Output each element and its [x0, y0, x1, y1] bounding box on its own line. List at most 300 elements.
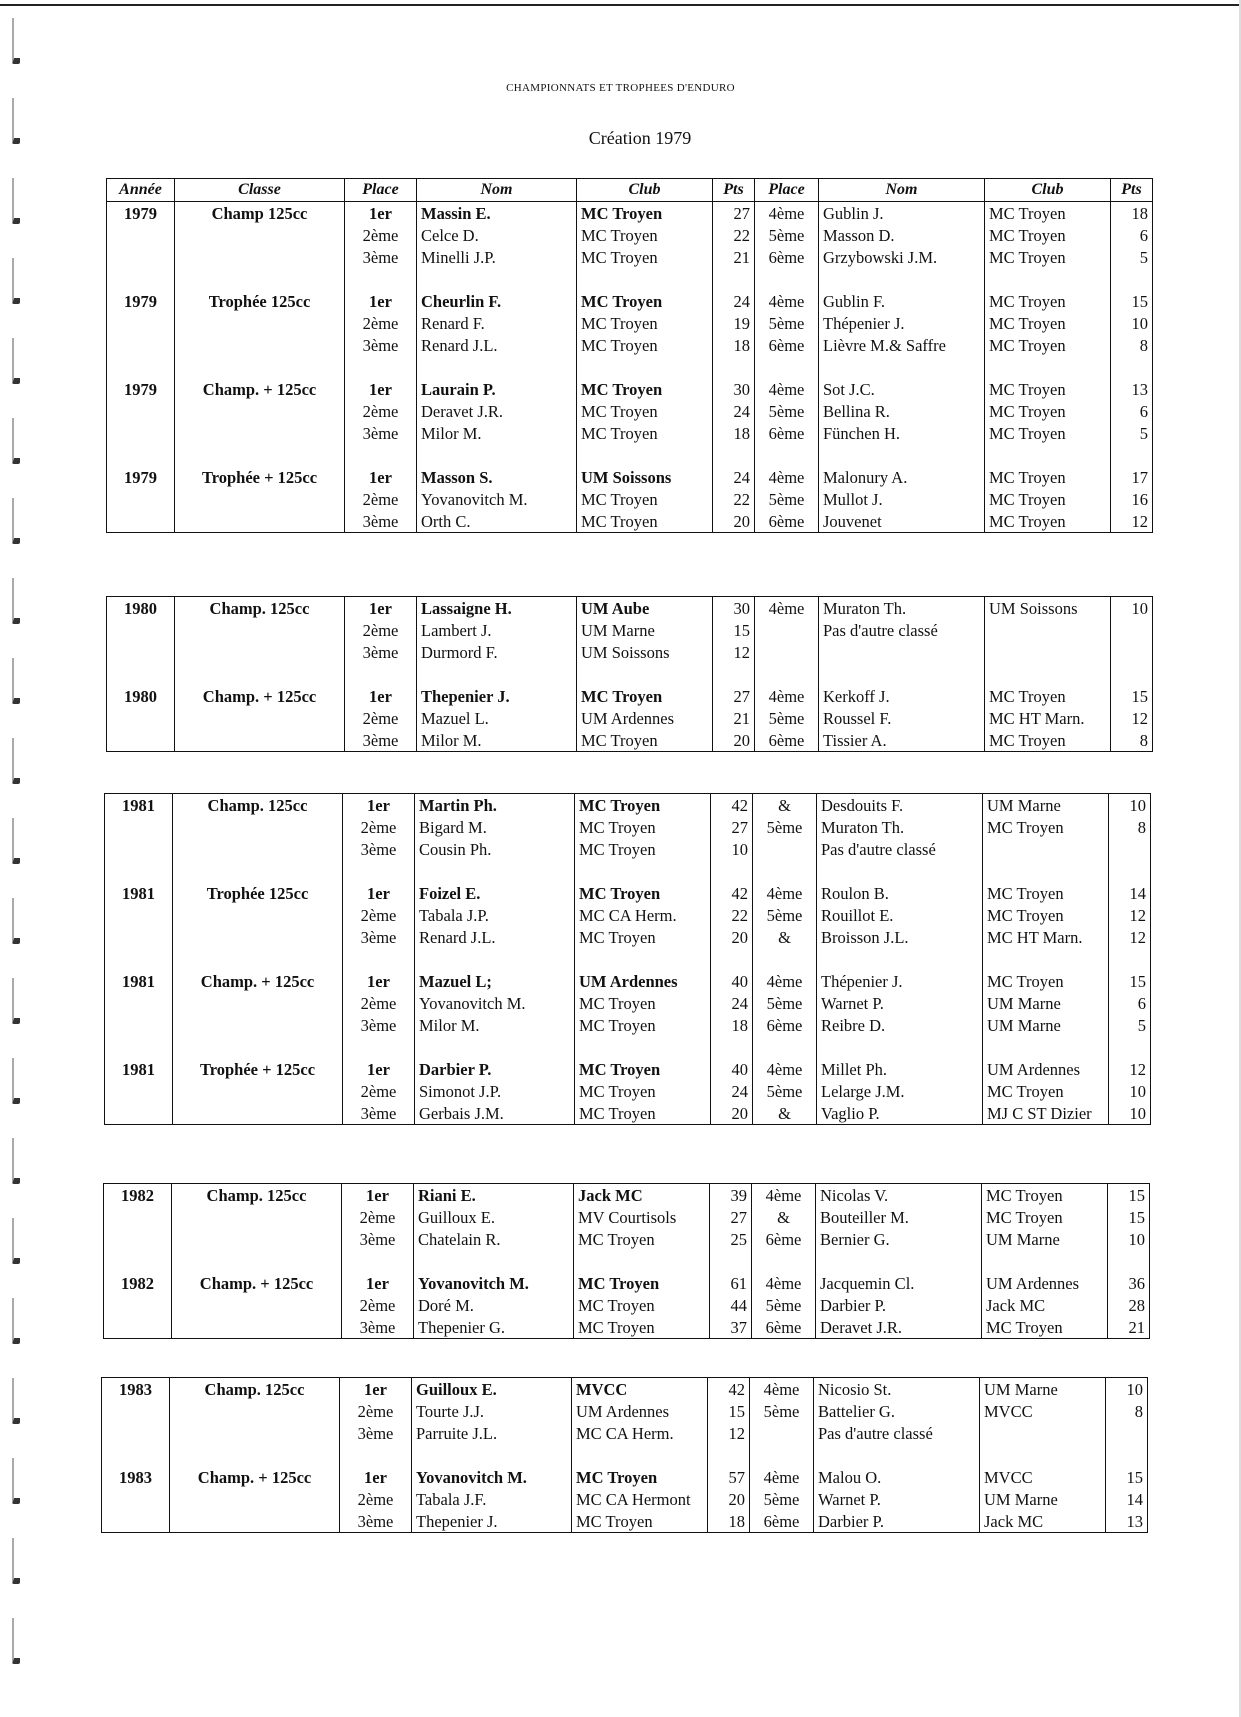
- class-cell: Champ. 125cc: [173, 794, 343, 817]
- name-cell: Milor M.: [415, 1014, 575, 1036]
- points-cell: 21: [713, 246, 755, 268]
- club-cell: MC Troyen: [985, 378, 1111, 400]
- place-cell: 5ème: [755, 488, 819, 510]
- club-cell: MC Troyen: [985, 466, 1111, 488]
- club-cell: MC Troyen: [982, 1206, 1108, 1228]
- place-cell: 3ème: [340, 1510, 412, 1533]
- name-cell: Mazuel L;: [415, 970, 575, 992]
- points-cell: 12: [1109, 1058, 1151, 1080]
- points-cell: 19: [713, 312, 755, 334]
- name-cell: Gerbais J.M.: [415, 1102, 575, 1125]
- points-cell: 10: [1111, 597, 1153, 620]
- place-cell: 6ème: [755, 729, 819, 752]
- name-cell: Laurain P.: [417, 378, 577, 400]
- name-cell: Guilloux E.: [412, 1378, 572, 1401]
- club-cell: Jack MC: [574, 1184, 710, 1207]
- points-cell: 5: [1111, 246, 1153, 268]
- points-cell: 5: [1111, 422, 1153, 444]
- place-cell: 3ème: [342, 1228, 414, 1250]
- binder-hole: [12, 658, 20, 704]
- points-cell: 10: [1109, 1080, 1151, 1102]
- binder-hole: [12, 18, 20, 64]
- place-cell: 1er: [343, 1058, 415, 1080]
- points-cell: 13: [1111, 378, 1153, 400]
- club-cell: MC Troyen: [577, 334, 713, 356]
- place-cell: 3ème: [345, 422, 417, 444]
- points-cell: 37: [710, 1316, 752, 1339]
- name-cell: Jouvenet: [819, 510, 985, 533]
- club-cell: UM Soissons: [577, 466, 713, 488]
- club-cell: UM Marne: [983, 794, 1109, 817]
- top-rule: [0, 4, 1241, 6]
- points-cell: 6: [1111, 224, 1153, 246]
- class-cell: [175, 729, 345, 752]
- table-row: [107, 202, 1153, 225]
- year-cell: [107, 729, 175, 752]
- name-cell: Pas d'autre classé: [817, 838, 983, 860]
- points-cell: 20: [713, 510, 755, 533]
- table-row: [105, 816, 1151, 838]
- name-cell: Deravet J.R.: [816, 1316, 982, 1339]
- place-cell: 3ème: [340, 1422, 412, 1444]
- club-cell: MC Troyen: [985, 400, 1111, 422]
- club-cell: MVCC: [980, 1400, 1106, 1422]
- points-cell: 8: [1109, 816, 1151, 838]
- class-cell: [173, 1014, 343, 1036]
- name-cell: Lelarge J.M.: [817, 1080, 983, 1102]
- name-cell: Battelier G.: [814, 1400, 980, 1422]
- points-cell: 15: [1111, 685, 1153, 707]
- table-row: [105, 882, 1151, 904]
- place-cell: 1er: [345, 202, 417, 225]
- club-cell: MC Troyen: [572, 1466, 708, 1488]
- points-cell: 22: [713, 224, 755, 246]
- binder-hole: [12, 1218, 20, 1264]
- place-cell: [755, 641, 819, 663]
- year-cell: [105, 838, 173, 860]
- points-cell: 44: [710, 1294, 752, 1316]
- name-cell: Nicolas V.: [816, 1184, 982, 1207]
- name-cell: Deravet J.R.: [417, 400, 577, 422]
- club-cell: MC Troyen: [985, 510, 1111, 533]
- class-cell: [170, 1422, 340, 1444]
- club-cell: MC Troyen: [574, 1272, 710, 1294]
- place-cell: 6ème: [753, 1014, 817, 1036]
- year-cell: [107, 488, 175, 510]
- club-cell: UM Marne: [577, 619, 713, 641]
- name-cell: Renard F.: [417, 312, 577, 334]
- place-cell: 4ème: [755, 290, 819, 312]
- column-header: Année: [107, 179, 175, 202]
- club-cell: MC HT Marn.: [985, 707, 1111, 729]
- name-cell: Renard J.L.: [415, 926, 575, 948]
- year-cell: [102, 1422, 170, 1444]
- place-cell: 4ème: [755, 202, 819, 225]
- binder-hole: [12, 338, 20, 384]
- table-row: [107, 510, 1153, 533]
- place-cell: 2ème: [340, 1488, 412, 1510]
- name-cell: Martin Ph.: [415, 794, 575, 817]
- points-cell: 10: [1111, 312, 1153, 334]
- name-cell: Rouillot E.: [817, 904, 983, 926]
- points-cell: 39: [710, 1184, 752, 1207]
- name-cell: Warnet P.: [817, 992, 983, 1014]
- place-cell: 4ème: [753, 1058, 817, 1080]
- club-cell: UM Soissons: [985, 597, 1111, 620]
- name-cell: Grzybowski J.M.: [819, 246, 985, 268]
- club-cell: MC Troyen: [574, 1228, 710, 1250]
- table-row: [104, 1316, 1150, 1339]
- place-cell: &: [753, 926, 817, 948]
- place-cell: 4ème: [755, 685, 819, 707]
- place-cell: 2ème: [345, 488, 417, 510]
- binder-hole: [12, 1458, 20, 1504]
- table-row: [107, 729, 1153, 752]
- place-cell: 1er: [345, 466, 417, 488]
- year-cell: [107, 641, 175, 663]
- points-cell: [1109, 838, 1151, 860]
- club-cell: UM Marne: [983, 992, 1109, 1014]
- group-spacer: [102, 1444, 1148, 1466]
- club-cell: MC Troyen: [575, 1080, 711, 1102]
- year-cell: 1982: [104, 1272, 172, 1294]
- binder-hole: [12, 498, 20, 544]
- place-cell: 1er: [340, 1466, 412, 1488]
- table-row: [102, 1510, 1148, 1533]
- club-cell: [980, 1422, 1106, 1444]
- table-row: [104, 1184, 1150, 1207]
- points-cell: 20: [711, 1102, 753, 1125]
- class-cell: [173, 1080, 343, 1102]
- year-cell: [105, 1014, 173, 1036]
- place-cell: &: [752, 1206, 816, 1228]
- class-cell: [173, 992, 343, 1014]
- points-cell: 24: [713, 290, 755, 312]
- name-cell: Bigard M.: [415, 816, 575, 838]
- year-cell: [105, 816, 173, 838]
- club-cell: MC Troyen: [577, 246, 713, 268]
- points-cell: 12: [1109, 904, 1151, 926]
- table-row: [107, 224, 1153, 246]
- name-cell: Masson S.: [417, 466, 577, 488]
- name-cell: Malou O.: [814, 1466, 980, 1488]
- points-cell: 24: [713, 466, 755, 488]
- points-cell: 17: [1111, 466, 1153, 488]
- name-cell: Yovanovitch M.: [415, 992, 575, 1014]
- group-spacer: [107, 356, 1153, 378]
- name-cell: Massin E.: [417, 202, 577, 225]
- points-cell: 15: [708, 1400, 750, 1422]
- table-row: [107, 422, 1153, 444]
- column-header: Place: [345, 179, 417, 202]
- name-cell: Bernier G.: [816, 1228, 982, 1250]
- club-cell: MC Troyen: [983, 882, 1109, 904]
- name-cell: Thepenier J.: [412, 1510, 572, 1533]
- name-cell: Masson D.: [819, 224, 985, 246]
- club-cell: MC Troyen: [985, 729, 1111, 752]
- points-cell: 15: [1108, 1184, 1150, 1207]
- class-cell: Champ. + 125cc: [173, 970, 343, 992]
- name-cell: Desdouits F.: [817, 794, 983, 817]
- name-cell: Yovanovitch M.: [417, 488, 577, 510]
- points-cell: 10: [711, 838, 753, 860]
- place-cell: 1er: [345, 597, 417, 620]
- points-cell: 27: [710, 1206, 752, 1228]
- table-row: [104, 1206, 1150, 1228]
- club-cell: MC Troyen: [577, 312, 713, 334]
- year-cell: 1980: [107, 685, 175, 707]
- points-cell: 15: [713, 619, 755, 641]
- points-cell: 22: [713, 488, 755, 510]
- year-cell: [104, 1228, 172, 1250]
- place-cell: 1er: [345, 290, 417, 312]
- club-cell: [985, 641, 1111, 663]
- table-row: [107, 290, 1153, 312]
- place-cell: 2ème: [343, 904, 415, 926]
- name-cell: Gublin F.: [819, 290, 985, 312]
- points-cell: 27: [713, 685, 755, 707]
- name-cell: Darbier P.: [415, 1058, 575, 1080]
- name-cell: Bouteiller M.: [816, 1206, 982, 1228]
- class-cell: [173, 838, 343, 860]
- place-cell: 4ème: [753, 882, 817, 904]
- club-cell: MC Troyen: [577, 202, 713, 225]
- table-row: [105, 838, 1151, 860]
- club-cell: MC Troyen: [577, 290, 713, 312]
- club-cell: MC Troyen: [983, 970, 1109, 992]
- table-row: [107, 334, 1153, 356]
- place-cell: [755, 619, 819, 641]
- place-cell: 2ème: [345, 224, 417, 246]
- class-cell: Champ. + 125cc: [175, 378, 345, 400]
- year-cell: 1981: [105, 1058, 173, 1080]
- points-cell: 8: [1106, 1400, 1148, 1422]
- page-subtitle: Création 1979: [588, 128, 692, 148]
- place-cell: 4ème: [752, 1184, 816, 1207]
- points-cell: 6: [1111, 400, 1153, 422]
- points-cell: 12: [1109, 926, 1151, 948]
- place-cell: [750, 1422, 814, 1444]
- name-cell: Fünchen H.: [819, 422, 985, 444]
- name-cell: Guilloux E.: [414, 1206, 574, 1228]
- club-cell: MC Troyen: [985, 334, 1111, 356]
- year-cell: [107, 510, 175, 533]
- place-cell: 2ème: [342, 1206, 414, 1228]
- club-cell: MC Troyen: [985, 202, 1111, 225]
- class-cell: [175, 334, 345, 356]
- points-cell: 21: [1108, 1316, 1150, 1339]
- table-row: [102, 1378, 1148, 1401]
- place-cell: 2ème: [345, 619, 417, 641]
- name-cell: Darbier P.: [814, 1510, 980, 1533]
- club-cell: MC Troyen: [575, 1102, 711, 1125]
- table-row: [107, 707, 1153, 729]
- column-header: Club: [985, 179, 1111, 202]
- name-cell: Minelli J.P.: [417, 246, 577, 268]
- points-cell: 20: [711, 926, 753, 948]
- place-cell: 5ème: [755, 400, 819, 422]
- club-cell: MC Troyen: [575, 816, 711, 838]
- name-cell: Roulon B.: [817, 882, 983, 904]
- club-cell: UM Aube: [577, 597, 713, 620]
- name-cell: Tabala J.P.: [415, 904, 575, 926]
- class-cell: [175, 312, 345, 334]
- club-cell: MC Troyen: [575, 838, 711, 860]
- year-cell: 1981: [105, 794, 173, 817]
- club-cell: MC HT Marn.: [983, 926, 1109, 948]
- club-cell: MC Troyen: [577, 400, 713, 422]
- year-cell: 1979: [107, 466, 175, 488]
- year-cell: [107, 312, 175, 334]
- class-cell: [170, 1488, 340, 1510]
- points-cell: 18: [708, 1510, 750, 1533]
- group-spacer: [105, 860, 1151, 882]
- club-cell: MC Troyen: [985, 422, 1111, 444]
- club-cell: MJ C ST Dizier: [983, 1102, 1109, 1125]
- name-cell: Chatelain R.: [414, 1228, 574, 1250]
- club-cell: MC Troyen: [572, 1510, 708, 1533]
- name-cell: Milor M.: [417, 422, 577, 444]
- place-cell: 4ème: [750, 1466, 814, 1488]
- group-spacer: [104, 1250, 1150, 1272]
- name-cell: Milor M.: [417, 729, 577, 752]
- class-cell: [173, 904, 343, 926]
- club-cell: [983, 838, 1109, 860]
- points-cell: 15: [1111, 290, 1153, 312]
- points-cell: 6: [1109, 992, 1151, 1014]
- name-cell: Thepenier J.: [417, 685, 577, 707]
- binder-hole: [12, 258, 20, 304]
- points-cell: 5: [1109, 1014, 1151, 1036]
- class-cell: [172, 1294, 342, 1316]
- year-cell: [107, 422, 175, 444]
- binder-hole: [12, 1298, 20, 1344]
- points-cell: 15: [1106, 1466, 1148, 1488]
- place-cell: 3ème: [345, 334, 417, 356]
- table-row: [105, 1058, 1151, 1080]
- table-row: [107, 488, 1153, 510]
- place-cell: 2ème: [345, 707, 417, 729]
- place-cell: 3ème: [343, 1102, 415, 1125]
- class-cell: Champ 125cc: [175, 202, 345, 225]
- club-cell: MC Troyen: [577, 488, 713, 510]
- points-cell: 8: [1111, 729, 1153, 752]
- place-cell: 5ème: [753, 816, 817, 838]
- name-cell: Millet Ph.: [817, 1058, 983, 1080]
- binder-hole: [12, 178, 20, 224]
- place-cell: 2ème: [340, 1400, 412, 1422]
- year-cell: [105, 992, 173, 1014]
- year-cell: [104, 1206, 172, 1228]
- place-cell: 1er: [345, 685, 417, 707]
- table-row: [107, 685, 1153, 707]
- year-cell: 1979: [107, 378, 175, 400]
- club-cell: MC Troyen: [985, 290, 1111, 312]
- class-cell: Trophée 125cc: [175, 290, 345, 312]
- year-cell: 1981: [105, 970, 173, 992]
- results-block: [101, 1377, 1148, 1533]
- place-cell: 1er: [343, 794, 415, 817]
- points-cell: 42: [711, 794, 753, 817]
- points-cell: 18: [713, 334, 755, 356]
- year-cell: 1979: [107, 290, 175, 312]
- club-cell: MC Troyen: [574, 1294, 710, 1316]
- points-cell: 20: [713, 729, 755, 752]
- club-cell: MC Troyen: [985, 685, 1111, 707]
- place-cell: 3ème: [345, 729, 417, 752]
- place-cell: 4ème: [755, 378, 819, 400]
- points-cell: 24: [711, 992, 753, 1014]
- club-cell: MV Courtisols: [574, 1206, 710, 1228]
- club-cell: MC Troyen: [985, 312, 1111, 334]
- club-cell: UM Ardennes: [572, 1400, 708, 1422]
- club-cell: MC CA Herm.: [572, 1422, 708, 1444]
- place-cell: 6ème: [755, 510, 819, 533]
- year-cell: [107, 707, 175, 729]
- club-cell: MVCC: [572, 1378, 708, 1401]
- year-cell: 1981: [105, 882, 173, 904]
- name-cell: Pas d'autre classé: [814, 1422, 980, 1444]
- place-cell: 6ème: [752, 1316, 816, 1339]
- table-row: [104, 1272, 1150, 1294]
- place-cell: 2ème: [342, 1294, 414, 1316]
- name-cell: Renard J.L.: [417, 334, 577, 356]
- points-cell: 10: [1109, 1102, 1151, 1125]
- place-cell: 4ème: [752, 1272, 816, 1294]
- group-spacer: [107, 268, 1153, 290]
- column-header: Nom: [819, 179, 985, 202]
- class-cell: [173, 1102, 343, 1125]
- year-cell: [105, 904, 173, 926]
- year-cell: [102, 1488, 170, 1510]
- class-cell: [175, 400, 345, 422]
- year-cell: [102, 1400, 170, 1422]
- club-cell: MC Troyen: [575, 882, 711, 904]
- class-cell: Trophée + 125cc: [175, 466, 345, 488]
- name-cell: Thepenier G.: [414, 1316, 574, 1339]
- club-cell: [985, 619, 1111, 641]
- points-cell: 18: [711, 1014, 753, 1036]
- binder-holes: [12, 0, 26, 1717]
- club-cell: MC Troyen: [983, 1080, 1109, 1102]
- points-cell: 10: [1108, 1228, 1150, 1250]
- binder-hole: [12, 1138, 20, 1184]
- table-row: [107, 466, 1153, 488]
- points-cell: [1111, 619, 1153, 641]
- points-cell: 18: [713, 422, 755, 444]
- class-cell: [175, 510, 345, 533]
- club-cell: MC Troyen: [985, 246, 1111, 268]
- club-cell: Jack MC: [982, 1294, 1108, 1316]
- table-row: [105, 1014, 1151, 1036]
- club-cell: MC CA Herm.: [575, 904, 711, 926]
- table-row: [107, 619, 1153, 641]
- name-cell: Foizel E.: [415, 882, 575, 904]
- class-cell: [173, 926, 343, 948]
- name-cell: Kerkoff J.: [819, 685, 985, 707]
- binder-hole: [12, 418, 20, 464]
- name-cell: Muraton Th.: [819, 597, 985, 620]
- year-cell: [107, 334, 175, 356]
- name-cell: Doré M.: [414, 1294, 574, 1316]
- club-cell: MVCC: [980, 1466, 1106, 1488]
- club-cell: UM Ardennes: [575, 970, 711, 992]
- club-cell: MC Troyen: [577, 378, 713, 400]
- class-cell: [175, 488, 345, 510]
- table-row: [105, 992, 1151, 1014]
- club-cell: MC Troyen: [985, 488, 1111, 510]
- club-cell: MC Troyen: [982, 1316, 1108, 1339]
